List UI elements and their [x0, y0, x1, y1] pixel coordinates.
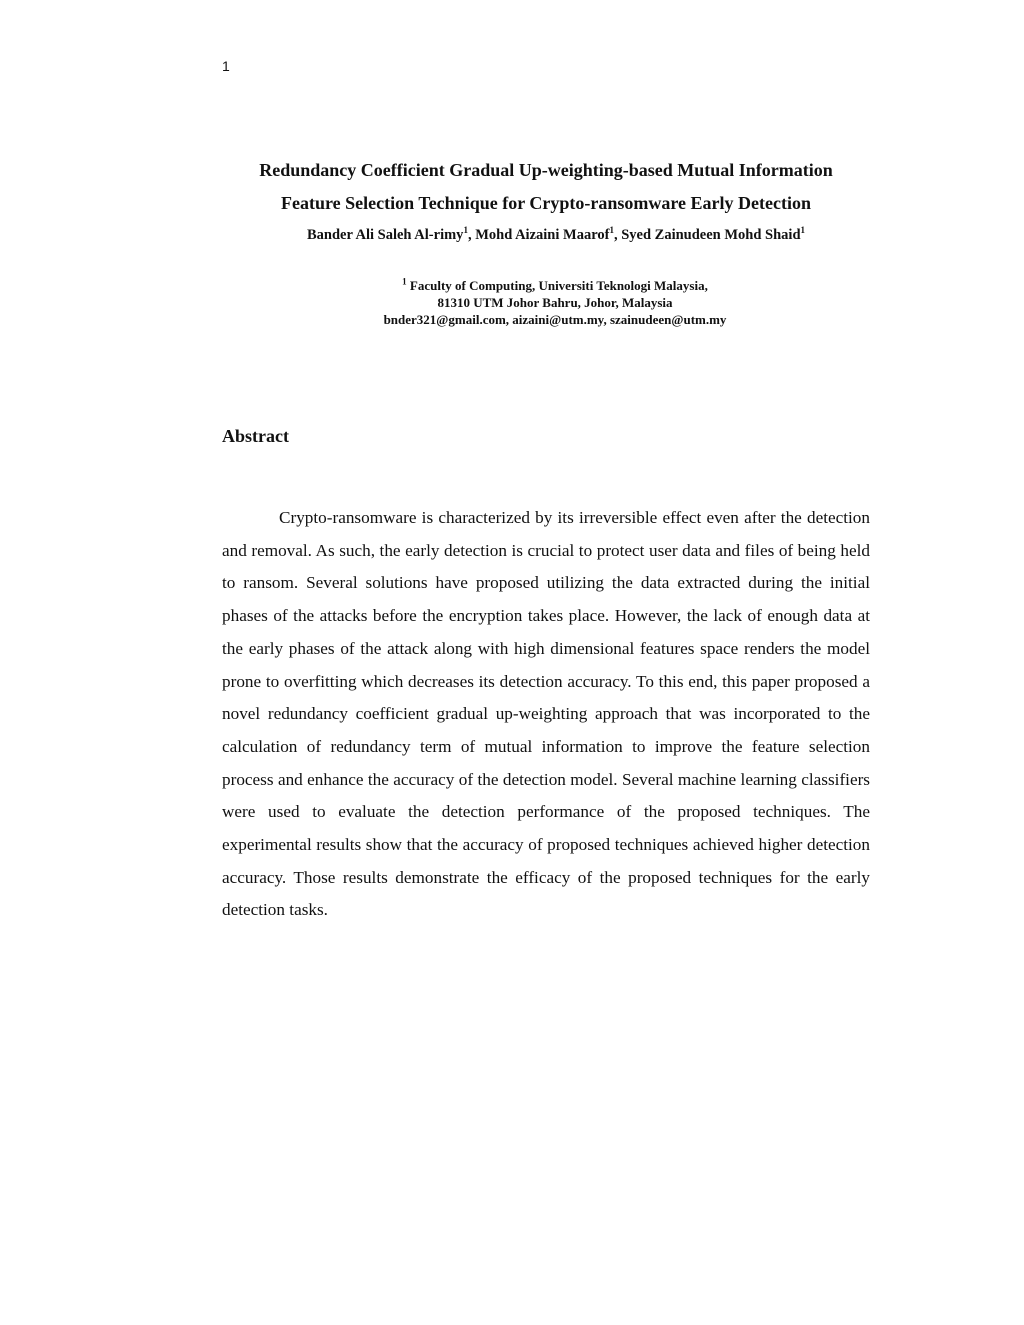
affiliation-institution: Faculty of Computing, Universiti Teknologi Malaysia,: [406, 278, 708, 293]
page-number: 1: [222, 58, 230, 74]
author-affiliation-mark: 1: [609, 225, 614, 236]
affiliation-emails: bnder321@gmail.com, aizaini@utm.my, szainudeen@utm.my: [383, 312, 727, 327]
author-separator: ,: [613, 227, 622, 243]
author-name: Bander Ali Saleh Al-rimy: [307, 227, 464, 243]
author-affiliation-mark: 1: [463, 225, 468, 236]
paper-title-line-1: Redundancy Coefficient Gradual Up-weighting-based Mutual Information: [259, 160, 833, 180]
author-name: Mohd Aizaini Maarof: [475, 227, 610, 243]
author-affiliation-mark: 1: [800, 225, 806, 236]
author-list: [307, 227, 805, 244]
author-name: Syed Zainudeen Mohd Shaid: [621, 227, 801, 243]
paper-title-line-2: Feature Selection Technique for Crypto-ransomware Early Detection: [281, 193, 811, 213]
abstract-heading: Abstract: [222, 426, 289, 446]
affiliation-mark: 1: [402, 276, 407, 287]
affiliation-line-2: 81310 UTM Johor Bahru, Johor, Malaysia: [437, 295, 673, 310]
author-separator: ,: [467, 227, 476, 243]
affiliation-line-1: [0, 278, 1024, 294]
abstract-body: Crypto-ransomware is characterized by its irreversible effect even after the detection and removal. As such, the early detection is crucial to protect user data and files of being held to ransom. Several solutions have proposed utilizing the data extracted during the initial phases of the attacks before the encryption takes place. However, the lack of enough data at the early phases of the attack along with high dimensional features space renders the model prone to overfitting which decreases its detection accuracy. To this end, this paper proposed a novel redundancy coefficient gradual up-weighting approach that was incorporated to the calculation of redundancy term of mutual information to improve the feature selection process and enhance the accuracy of the detection model. Several machine learning classifiers were used to evaluate the detection performance of the proposed techniques. The experimental results show that the accuracy of proposed techniques achieved higher detection accuracy. Those results demonstrate the efficacy of the proposed techniques for the early detection tasks.: [222, 508, 870, 920]
